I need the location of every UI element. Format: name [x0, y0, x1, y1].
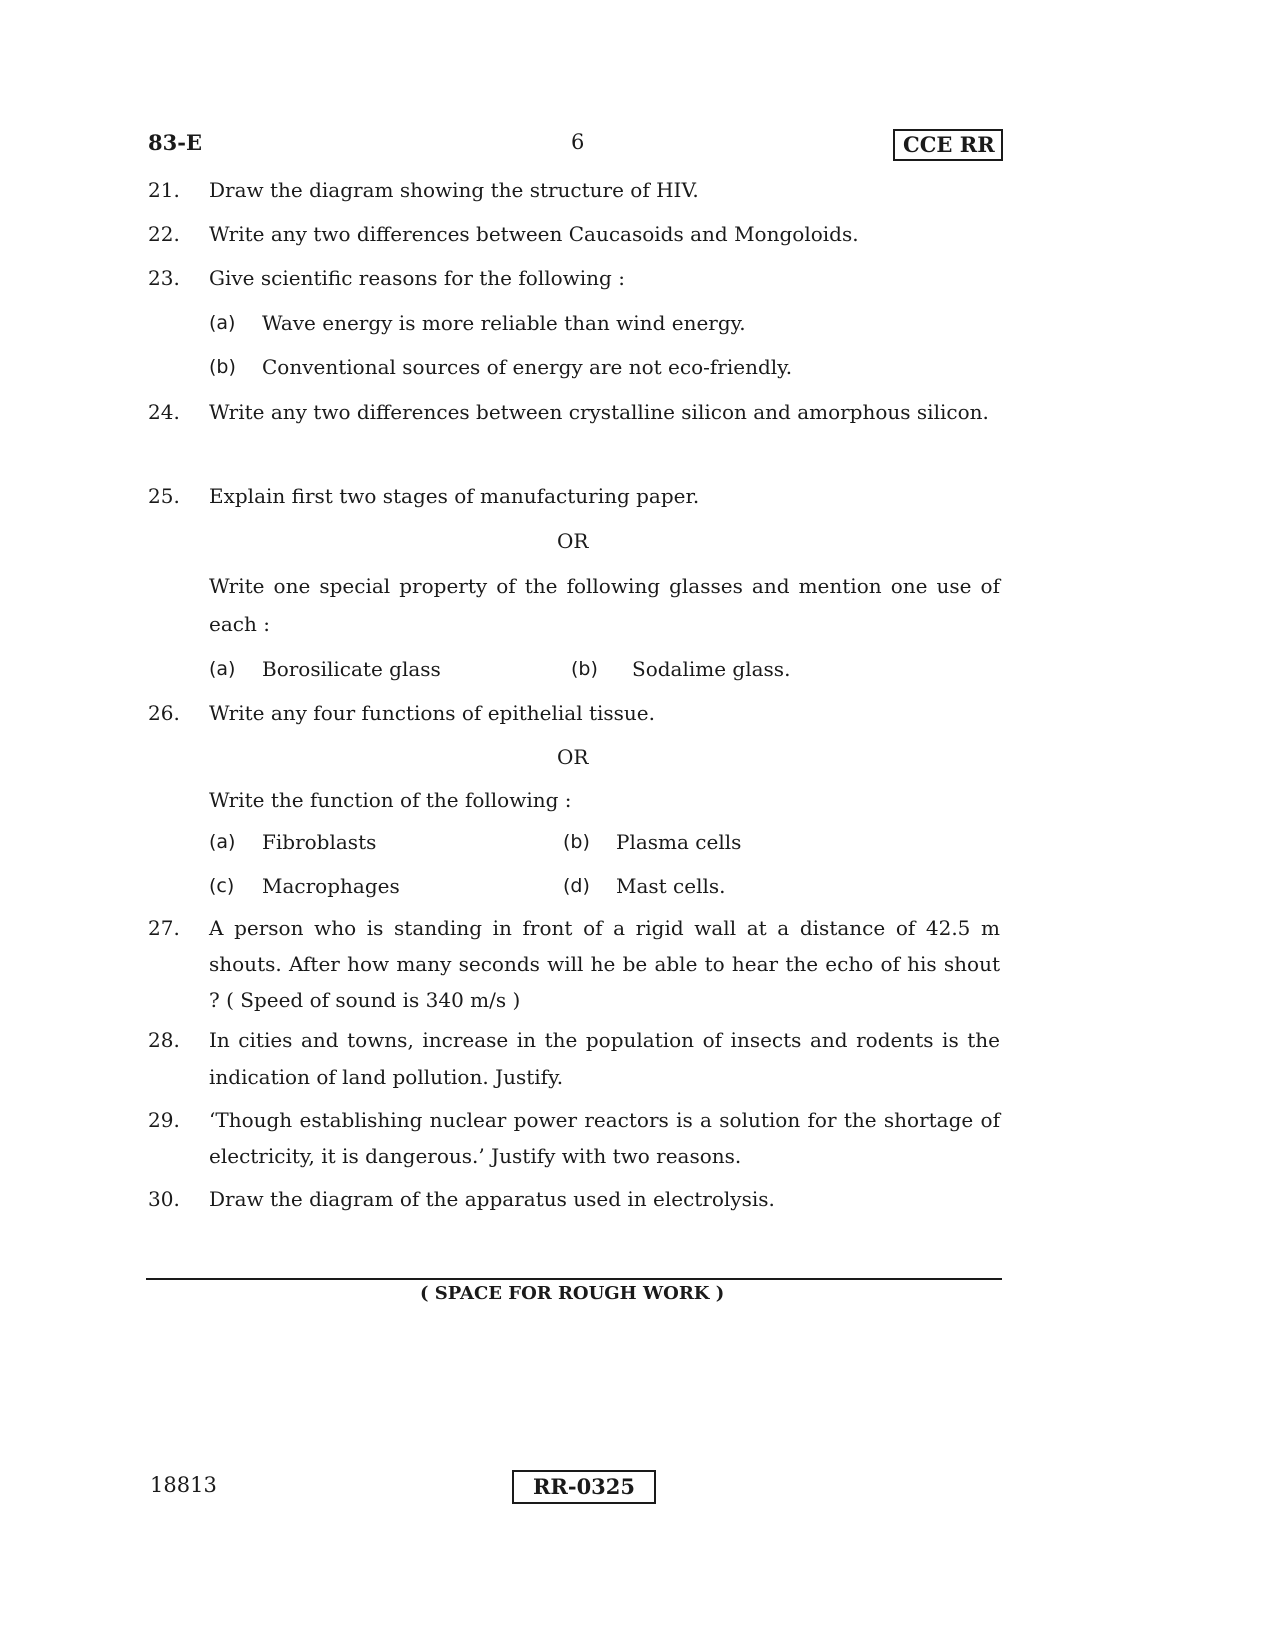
sub-text: Fibroblasts — [262, 830, 377, 854]
sub-label: (a) — [209, 831, 236, 853]
question-text: Draw the diagram showing the structure of HIV. — [209, 178, 699, 202]
question-text: Write any four functions of epithelial tissue. — [209, 701, 655, 725]
alternative-question-text: Write the function of the following : — [209, 788, 572, 812]
sub-label: (b) — [563, 831, 590, 853]
question-number: 28. — [148, 1028, 180, 1052]
sub-text: Plasma cells — [616, 830, 742, 854]
question-26 — [148, 694, 1000, 732]
question-text: Draw the diagram of the apparatus used in electrolysis. — [209, 1187, 775, 1211]
sub-question-26c — [209, 867, 400, 905]
sub-question-25b — [571, 650, 790, 688]
alternative-question-text: Write one special property of the following glasses and mention one use of each : — [209, 574, 1000, 636]
question-number: 21. — [148, 178, 180, 202]
question-number: 25. — [148, 484, 180, 508]
question-22 — [148, 215, 1000, 253]
page-number: 6 — [571, 130, 585, 154]
sub-text: Wave energy is more reliable than wind energy. — [262, 311, 746, 335]
question-27 — [148, 910, 1000, 1018]
sub-label: (b) — [209, 356, 236, 378]
sub-label: (a) — [209, 312, 236, 334]
or-separator: OR — [557, 745, 589, 769]
sub-question-26a — [209, 823, 376, 861]
sub-text: Sodalime glass. — [632, 657, 791, 681]
question-number: 24. — [148, 400, 180, 424]
question-text: ‘Though establishing nuclear power reactors is a solution for the shortage of electricity, it is dangerous.’ Justify with two reasons. — [209, 1108, 1000, 1168]
sub-text: Mast cells. — [616, 874, 726, 898]
header-boxed-label: CCE RR — [893, 129, 1003, 161]
sub-label: (b) — [571, 658, 598, 680]
or-separator: OR — [557, 529, 589, 553]
question-text: Write any two differences between Caucasoids and Mongoloids. — [209, 222, 859, 246]
sub-text: Borosilicate glass — [262, 657, 441, 681]
sub-question-23b — [209, 348, 792, 386]
sub-text: Macrophages — [262, 874, 400, 898]
footer-serial-number: 18813 — [150, 1473, 217, 1497]
sub-question-23a — [209, 304, 746, 342]
question-25 — [148, 477, 1000, 515]
sub-text: Conventional sources of energy are not eco-friendly. — [262, 355, 793, 379]
question-number: 22. — [148, 222, 180, 246]
question-text: A person who is standing in front of a rigid wall at a distance of 42.5 m shouts. After how many seconds will he be able to hear the echo of his shout ? ( Speed of sound is 340 m/s ) — [209, 916, 1000, 1012]
question-text: In cities and towns, increase in the population of insects and rodents is the indication of land pollution. Justify. — [209, 1028, 1000, 1089]
rough-work-divider — [146, 1278, 1002, 1280]
sub-label: (a) — [209, 658, 236, 680]
question-number: 27. — [148, 916, 180, 940]
sub-question-26b — [563, 823, 741, 861]
question-text: Explain first two stages of manufacturing paper. — [209, 484, 700, 508]
question-28 — [148, 1022, 1000, 1096]
rough-work-label: ( SPACE FOR ROUGH WORK ) — [420, 1283, 725, 1304]
footer-boxed-code: RR-0325 — [512, 1470, 656, 1504]
question-21 — [148, 171, 1000, 209]
sub-label: (c) — [209, 875, 235, 897]
question-29 — [148, 1102, 1000, 1174]
sub-question-25a — [209, 650, 441, 688]
question-number: 30. — [148, 1187, 180, 1211]
question-text: Give scientific reasons for the following : — [209, 266, 625, 290]
question-30 — [148, 1180, 1000, 1218]
question-23 — [148, 259, 1000, 297]
sub-question-26d — [563, 867, 726, 905]
question-number: 23. — [148, 266, 180, 290]
question-text: Write any two differences between crystalline silicon and amorphous silicon. — [209, 400, 989, 424]
question-24 — [148, 393, 1000, 431]
sub-label: (d) — [563, 875, 590, 897]
question-number: 29. — [148, 1108, 180, 1132]
paper-code: 83-E — [148, 130, 202, 155]
question-number: 26. — [148, 701, 180, 725]
